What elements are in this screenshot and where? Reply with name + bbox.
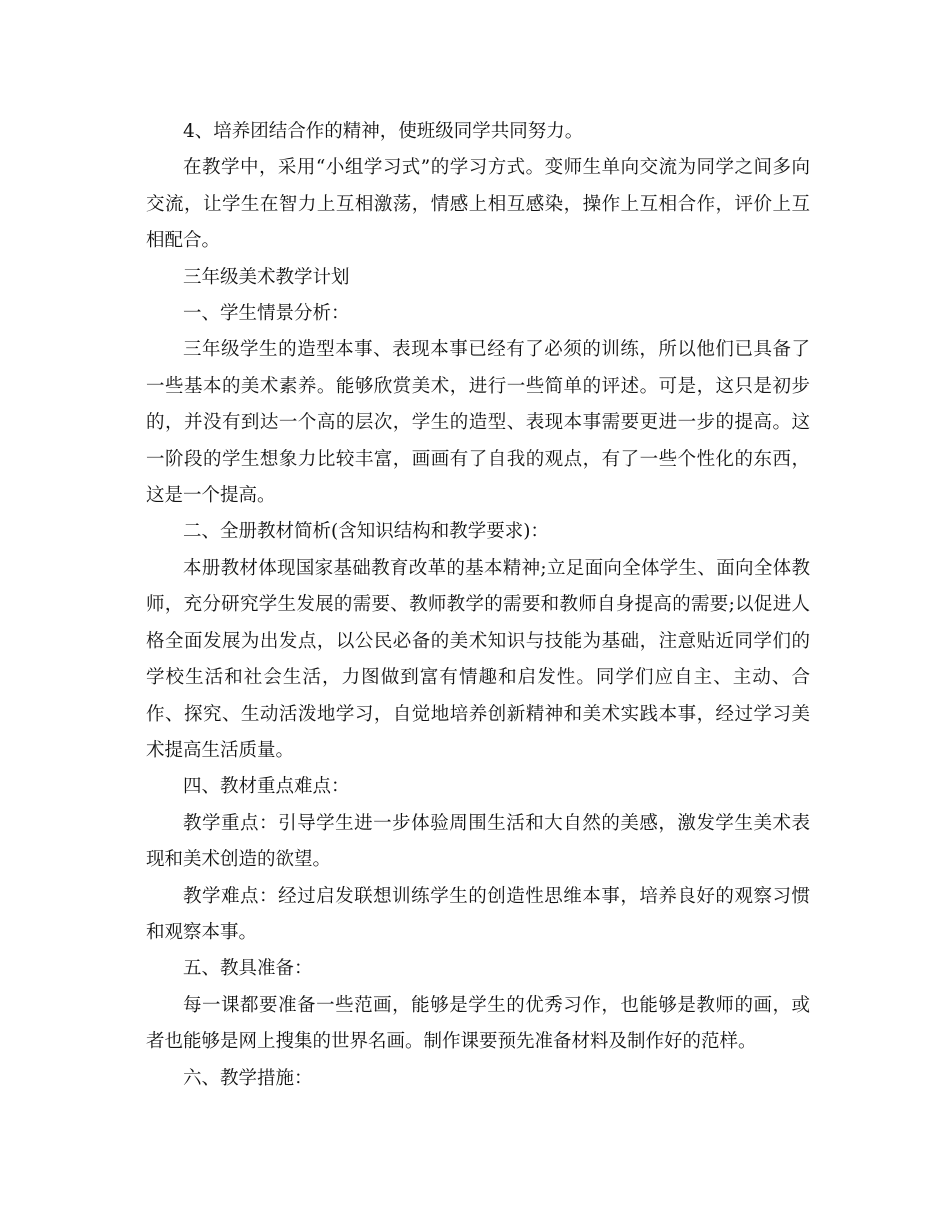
paragraph-student-analysis: 三年级学生的造型本事、表现本事已经有了必须的训练，所以他们已具备了一些基本的美术素养。能够欣赏美术，进行一些简单的评述。可是，这只是初步的，并没有到达一个高的层次，学生的造型、表现本事需要更进一步的提高。这一阶段的学生想象力比较丰富，画画有了自我的观点，有了一些个性化的东西，这是一个提高。: [146, 339, 810, 507]
paragraph-textbook-analysis: 本册教材体现国家基础教育改革的基本精神;立足面向全体学生、面向全体教师，充分研究学生发展的需要、教师教学的需要和教师自身提高的需要;以促进人格全面发展为出发点，以公民必备的美术知识与技能为基础，注意贴近同学们的学校生活和社会生活，力图做到富有情趣和启发性。同学们应自主、主动、合作、探究、生动活泼地学习，自觉地培养创新精神和美术实践本事，经过学习美术提高生活质量。: [146, 557, 810, 761]
heading-student-analysis: 一、学生情景分析：: [183, 303, 350, 325]
heading-teaching-measures: 六、教学措施：: [183, 1067, 313, 1089]
heading-textbook-analysis: 二、全册教材简析(含知识结构和教学要求)：: [183, 521, 549, 543]
heading-teaching-aids: 五、教具准备：: [183, 958, 313, 980]
paragraph-teaching-difficulty: 教学难点：经过启发联想训练学生的创造性思维本事，培养良好的观察习惯和观察本事。: [146, 885, 810, 943]
document-body: [146, 114, 810, 1097]
paragraph-group-learning: 在教学中，采用“小组学习式”的学习方式。变师生单向交流为同学之间多向交流，让学生在智力上互相激荡，情感上相互感染，操作上互相合作，评价上互相配合。: [146, 157, 810, 252]
heading-key-points: 四、教材重点难点：: [183, 776, 350, 798]
paragraph-teaching-focus: 教学重点：引导学生进一步体验周围生活和大自然的美感，激发学生美术表现和美术创造的欲望。: [146, 812, 810, 871]
document-title: 三年级美术教学计划: [183, 266, 350, 288]
paragraph-goal-4: 4、培养团结合作的精神，使班级同学共同努力。: [183, 121, 584, 142]
paragraph-teaching-aids: 每一课都要准备一些范画，能够是学生的优秀习作，也能够是教师的画，或者也能够是网上搜集的世界名画。制作课要预先准备材料及制作好的范样。: [146, 994, 810, 1053]
